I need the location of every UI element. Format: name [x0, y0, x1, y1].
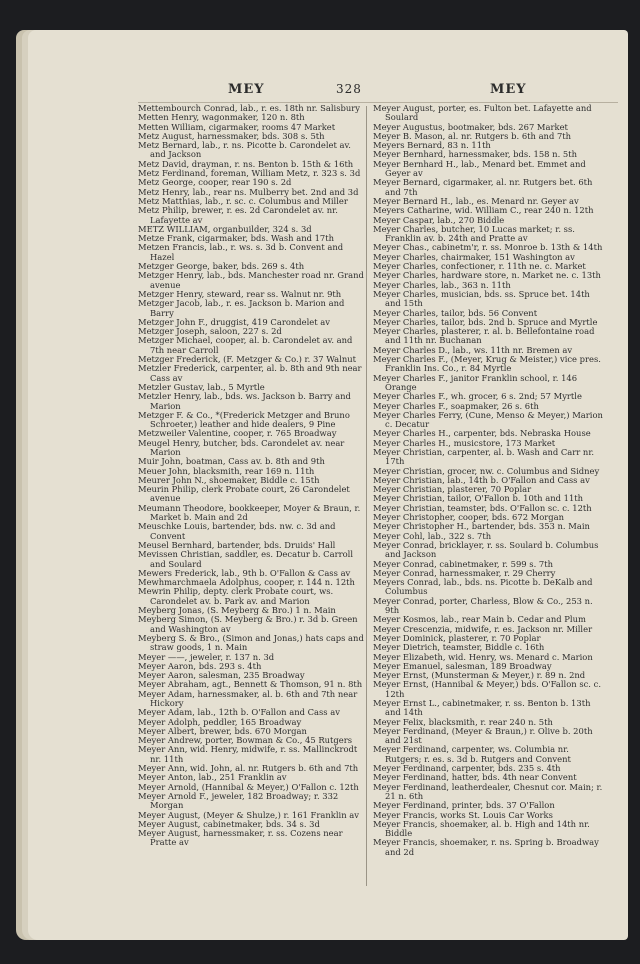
- directory-entry: Meyer Charles F., wh. grocer, 6 s. 2nd; 57 Myrtle: [373, 391, 582, 402]
- directory-entry: Meusel Bernhard, bartender, bds. Druids' Hall: [138, 539, 336, 550]
- directory-entry: Mevissen Christian, saddler, es. Decatur b. Carroll and Soulard: [138, 549, 353, 569]
- directory-entry: Meyer Francis, works St. Louis Car Works: [373, 809, 553, 820]
- directory-page: [28, 30, 628, 940]
- directory-entry: Meyer Ann, wid. Henry, midwife, r. ss. Mallinckrodt nr. 11th: [138, 744, 358, 764]
- directory-entry: METZ WILLIAM, organbuilder, 324 s. 3d: [138, 223, 312, 234]
- directory-entry: Meyer ——, jeweler, r. 137 n. 3d: [138, 651, 275, 662]
- directory-entry: Meyer Charles, chairmaker, 151 Washington av: [373, 251, 575, 262]
- directory-entry: Mettembourch Conrad, lab., r. es. 18th nr. Salisbury: [138, 103, 360, 113]
- directory-entry: Mewrin Philip, depty. clerk Probate court, ws. Carondelet av. b. Park av. and Marion: [138, 586, 334, 606]
- directory-entry: Meyer August, cabinetmaker, bds. 34 s. 3d: [138, 818, 320, 829]
- directory-entry: Meyer Arnold, (Hannibal & Meyer,) O'Fallon c. 12th: [138, 781, 359, 792]
- directory-entry: Metten William, cigarmaker, rooms 47 Market: [138, 121, 336, 132]
- directory-entry: Meyer Ferdinand, leatherdealer, Chesnut cor. Main; r. 21 n. 6th: [373, 781, 603, 801]
- directory-entry: Meyer Aaron, salesman, 235 Broadway: [138, 670, 305, 681]
- directory-entry: Meyberg Simon, (S. Meyberg & Bro.) r. 3d b. Green and Washington av: [138, 614, 358, 634]
- header-right: MEY: [490, 82, 527, 97]
- directory-entry: Meyer Charles F., janitor Franklin school, r. 146 Orange: [373, 372, 578, 392]
- directory-entry: Meyer Charles H., carpenter, bds. Nebraska House: [373, 428, 591, 439]
- directory-entry: Meyer Charles, lab., 363 n. 11th: [373, 279, 511, 290]
- directory-entry: Metzler Gustav, lab., 5 Myrtle: [138, 381, 265, 392]
- directory-entry: Metzger F. & Co., *(Frederick Metzger and Bruno Schroeter,) leather and hide dealers, 9 Pine: [138, 409, 350, 430]
- directory-entry: Meyer Charles Ferry, (Cune, Menso & Meyer,) Marion c. Decatur: [373, 409, 603, 430]
- directory-entry: Meurin Philip, clerk Probate court, 26 Carondelet avenue: [138, 484, 350, 504]
- directory-entry: Meyer August, harnessmaker, r. ss. Cozens near Pratte av: [138, 828, 343, 848]
- directory-entry: Meyer Abraham, agt., Bennett & Thomson, 91 n. 8th: [138, 679, 363, 690]
- directory-entry: Meyer Emanuel, salesman, 189 Broadway: [373, 660, 552, 671]
- directory-entry: Metz Henry, lab., rear ns. Mulberry bet. 2nd and 3d: [138, 186, 359, 197]
- directory-entry: Metzger Jacob, lab., r. es. Jackson b. Marion and Barry: [138, 298, 345, 318]
- directory-entry: Meyer August, (Meyer & Shulze,) r. 161 Franklin av: [138, 809, 359, 820]
- page-number: 328: [336, 82, 362, 96]
- directory-entry: Metten Henry, wagonmaker, 120 n. 8th: [138, 112, 305, 123]
- directory-entry: Metz David, drayman, r. ns. Benton b. 15th & 16th: [138, 158, 354, 169]
- directory-entry: Meyer Christian, grocer, nw. c. Columbus and Sidney: [373, 465, 600, 476]
- directory-entry: Meyer Dietrich, teamster, Biddle c. 16th: [373, 642, 545, 653]
- directory-entry: Meuschke Louis, bartender, bds. nw. c. 3d and Convent: [138, 521, 336, 541]
- directory-entry: Meyer Ferdinand, carpenter, ws. Columbia nr. Rutgers; r. es. s. 3d b. Rutgers and Convent: [373, 744, 571, 764]
- directory-entry: Meyer Albert, brewer, bds. 670 Morgan: [138, 725, 307, 736]
- directory-entry: Meyer Ernst L., cabinetmaker, r. ss. Benton b. 13th and 14th: [373, 698, 591, 718]
- directory-entry: Meyer Christian, lab., 14th b. O'Fallon and Cass av: [373, 474, 590, 485]
- directory-entry: Metzger Joseph, saloon, 227 s. 2d: [138, 326, 282, 337]
- directory-entry: Meyer Ann, wid. John, al. nr. Rutgers b. 6th and 7th: [138, 763, 359, 774]
- directory-entry: Meyer Augustus, bootmaker, bds. 267 Market: [373, 121, 568, 132]
- directory-entry: Meyer Elizabeth, wid. Henry, ws. Menard c. Marion: [373, 651, 593, 662]
- directory-entry: Meyer Bernard, cigarmaker, al. nr. Rutgers bet. 6th and 7th: [373, 177, 593, 197]
- directory-entry: Meyers Conrad, lab., bds. ns. Picotte b. DeKalb and Columbus: [373, 577, 593, 597]
- directory-entry: Meugel Henry, butcher, bds. Carondelet av. near Marion: [138, 437, 345, 457]
- directory-entry: Meyer Charles, tailor, bds. 2nd b. Spruce and Myrtle: [373, 316, 598, 327]
- directory-entry: Meyer Ferdinand, printer, bds. 37 O'Fallon: [373, 800, 555, 811]
- directory-entry: Metze Frank, cigarmaker, bds. Wash and 17th: [138, 233, 335, 244]
- directory-entry: Meyer Charles F., soapmaker, 26 s. 6th: [373, 400, 539, 411]
- directory-entry: Metzger John F., druggist, 419 Carondelet av: [138, 316, 330, 327]
- directory-entry: Meurer John N., shoemaker, Biddle c. 15th: [138, 474, 320, 485]
- directory-entry: Meyer Caspar, lab., 270 Biddle: [373, 214, 505, 225]
- directory-entry: Meyer Conrad, porter, Charless, Blow & Co., 253 n. 9th: [373, 595, 593, 616]
- directory-entry: Meyer Anton, lab., 251 Franklin av: [138, 772, 287, 783]
- directory-entry: Meyer Christian, plasterer, 70 Poplar: [373, 484, 532, 495]
- directory-entry: Meyer B. Mason, al. nr. Rutgers b. 6th and 7th: [373, 130, 572, 141]
- directory-entry: Meyer Charles D., lab., ws. 11th nr. Bremen av: [373, 344, 573, 355]
- directory-entry: Meyer Ernst, (Hannibal & Meyer,) bds. O'Fallon sc. c. 12th: [373, 679, 601, 699]
- directory-entry: Meyers Bernard, 83 n. 11th: [373, 140, 491, 151]
- directory-entry: Meyer Charles, plasterer, r. al. b. Bellefontaine road and 11th nr. Buchanan: [373, 326, 595, 346]
- directory-entry: Meyer Conrad, bricklayer, r. ss. Soulard b. Columbus and Jackson: [373, 539, 599, 560]
- directory-entry: Meyer Bernhard, harnessmaker, bds. 158 n. 5th: [373, 149, 577, 160]
- right-column: [373, 104, 603, 857]
- directory-entry: Meyer Charles, tailor, bds. 56 Convent: [373, 307, 538, 318]
- directory-entry: Meyer Francis, shoemaker, al. b. High and 14th nr. Biddle: [373, 818, 590, 839]
- directory-entry: Metzger George, baker, bds. 269 s. 4th: [138, 261, 305, 272]
- directory-entry: Metz August, harnessmaker, bds. 308 s. 5th: [138, 130, 325, 141]
- directory-entry: Metz Ferdinand, foreman, William Metz, r. 323 s. 3d: [138, 168, 361, 179]
- directory-entry: Meyer Adam, harnessmaker, al. b. 6th and 7th near Hickory: [138, 688, 358, 708]
- directory-entry: Meyer Crescenzia, midwife, r. es. Jackson nr. Miller: [373, 623, 593, 634]
- directory-entry: Meyer Francis, shoemaker, r. ns. Spring b. Broadway and 2d: [373, 837, 599, 857]
- directory-entry: Metz Philip, brewer, r. es. 2d Carondelet av. nr. Lafayette av: [138, 205, 338, 225]
- directory-entry: Meyer Charles, butcher, 10 Lucas market; r. ss. Franklin av. b. 24th and Pratte av: [373, 223, 575, 244]
- directory-entry: Meyer Charles F., (Meyer, Krug & Meister,) vice pres. Franklin Ins. Co., r. 84 Myrtle: [373, 354, 601, 374]
- directory-entry: Meyer Ferdinand, hatter, bds. 4th near Convent: [373, 772, 577, 783]
- directory-entry: Meyer August, porter, es. Fulton bet. Lafayette and Soulard: [373, 103, 592, 123]
- directory-entry: Muir John, boatman, Cass av. b. 8th and 9th: [138, 456, 325, 467]
- directory-entry: Meyer Dominick, plasterer, r. 70 Poplar: [373, 632, 541, 643]
- directory-entry: Metzler Frederick, carpenter, al. b. 8th and 9th near Cass av: [138, 363, 362, 383]
- directory-entry: Meumann Theodore, bookkeeper, Moyer & Braun, r. Market b. Main and 2d: [138, 502, 361, 523]
- directory-entry: Meyer Christopher H., bartender, bds. 353 n. Main: [373, 521, 590, 532]
- directory-entry: Meyer Bernhard H., lab., Menard bet. Emmet and Geyer av: [373, 158, 586, 179]
- directory-entry: Meyer Adolph, peddler, 165 Broadway: [138, 716, 302, 727]
- directory-entry: Metzen Francis, lab., r. ws. s. 3d b. Convent and Hazel: [138, 242, 344, 262]
- directory-entry: Metzger Frederick, (F. Metzger & Co.) r. 37 Walnut: [138, 354, 356, 365]
- directory-entry: Meyer Charles, confectioner, r. 11th ne. c. Market: [373, 261, 586, 272]
- directory-entry: Mewhmarchmaela Adolphus, cooper, r. 144 n. 12th: [138, 577, 355, 588]
- directory-entry: Meyer Cohl, lab., 322 s. 7th: [373, 530, 492, 541]
- directory-entry: Metzger Michael, cooper, al. b. Carondelet av. and 7th near Carroll: [138, 335, 353, 355]
- directory-entry: Meyer Arnold F., jeweler, 182 Broadway; r. 332 Morgan: [138, 790, 339, 811]
- directory-entry: Meyer Ferdinand, (Meyer & Braun,) r. Olive b. 20th and 21st: [373, 725, 593, 746]
- directory-entry: Meyer Christian, teamster, bds. O'Fallon sc. c. 12th: [373, 502, 592, 513]
- directory-entry: Metzler Henry, lab., bds. ws. Jackson b. Barry and Marion: [138, 391, 351, 411]
- directory-entry: Metzger Henry, lab., bds. Manchester road nr. Grand avenue: [138, 270, 364, 290]
- directory-entry: Meyer Adam, lab., 12th b. O'Fallon and Cass av: [138, 707, 340, 718]
- directory-entry: Meyberg S. & Bro., (Simon and Jonas,) hats caps and straw goods, 1 n. Main: [138, 632, 364, 653]
- directory-entry: Meyer Charles H., musicstore, 173 Market: [373, 437, 556, 448]
- directory-entry: Meyer Ferdinand, carpenter, bds. 235 s. 4th: [373, 763, 561, 774]
- directory-entry: Meyer Conrad, harnessmaker, r. 29 Cherry: [373, 567, 556, 578]
- directory-entry: Meyer Andrew, porter, Bowman & Co., 45 Rutgers: [138, 735, 353, 746]
- directory-entry: Meyer Felix, blacksmith, r. rear 240 n. 5th: [373, 716, 553, 727]
- directory-entry: Metz Matthias, lab., r. sc. c. Columbus and Miller: [138, 195, 348, 206]
- directory-entry: Mewers Frederick, lab., 9th b. O'Fallon & Cass av: [138, 567, 351, 578]
- directory-entry: Meyer Conrad, cabinetmaker, r. 599 s. 7th: [373, 558, 553, 569]
- directory-entry: Meyer Chas., cabinetm'r, r. ss. Monroe b. 13th & 14th: [373, 242, 603, 253]
- directory-entry: Meyer Kosmos, lab., rear Main b. Cedar and Plum: [373, 614, 586, 625]
- directory-entry: Meyer Christopher, cooper, bds. 672 Morgan: [373, 512, 565, 523]
- directory-entry: Meyer Bernard H., lab., es. Menard nr. Geyer av: [373, 195, 579, 206]
- directory-entry: Meuer John, blacksmith, rear 169 n. 11th: [138, 465, 315, 476]
- directory-entry: Meyberg Jonas, (S. Meyberg & Bro.) 1 n. Main: [138, 605, 336, 616]
- header-left: MEY: [228, 82, 265, 97]
- directory-entry: Metzger Henry, steward, rear ss. Walnut nr. 9th: [138, 288, 342, 299]
- directory-entry: Metz George, cooper, rear 190 s. 2d: [138, 177, 292, 188]
- directory-entry: Meyer Ernst, (Munsterman & Meyer,) r. 89 n. 2nd: [373, 670, 586, 681]
- left-column: [138, 104, 368, 848]
- directory-entry: Metz Bernard, lab., r. ns. Picotte b. Carondelet av. and Jackson: [138, 140, 351, 160]
- directory-entry: Meyers Catharine, wid. William C., rear 240 n. 12th: [373, 205, 594, 216]
- directory-entry: Meyer Charles, musician, bds. ss. Spruce bet. 14th and 15th: [373, 288, 590, 309]
- directory-entry: Meyer Christian, carpenter, al. b. Wash and Carr nr. 17th: [373, 446, 595, 467]
- directory-entry: Meyer Christian, tailor, O'Fallon b. 10th and 11th: [373, 493, 584, 504]
- directory-entry: Meyer Aaron, bds. 293 s. 4th: [138, 660, 262, 671]
- directory-entry: Meyer Charles, hardware store, n. Market ne. c. 13th: [373, 270, 601, 281]
- directory-entry: Metzweiler Valentine, cooper, r. 765 Broadway: [138, 428, 337, 439]
